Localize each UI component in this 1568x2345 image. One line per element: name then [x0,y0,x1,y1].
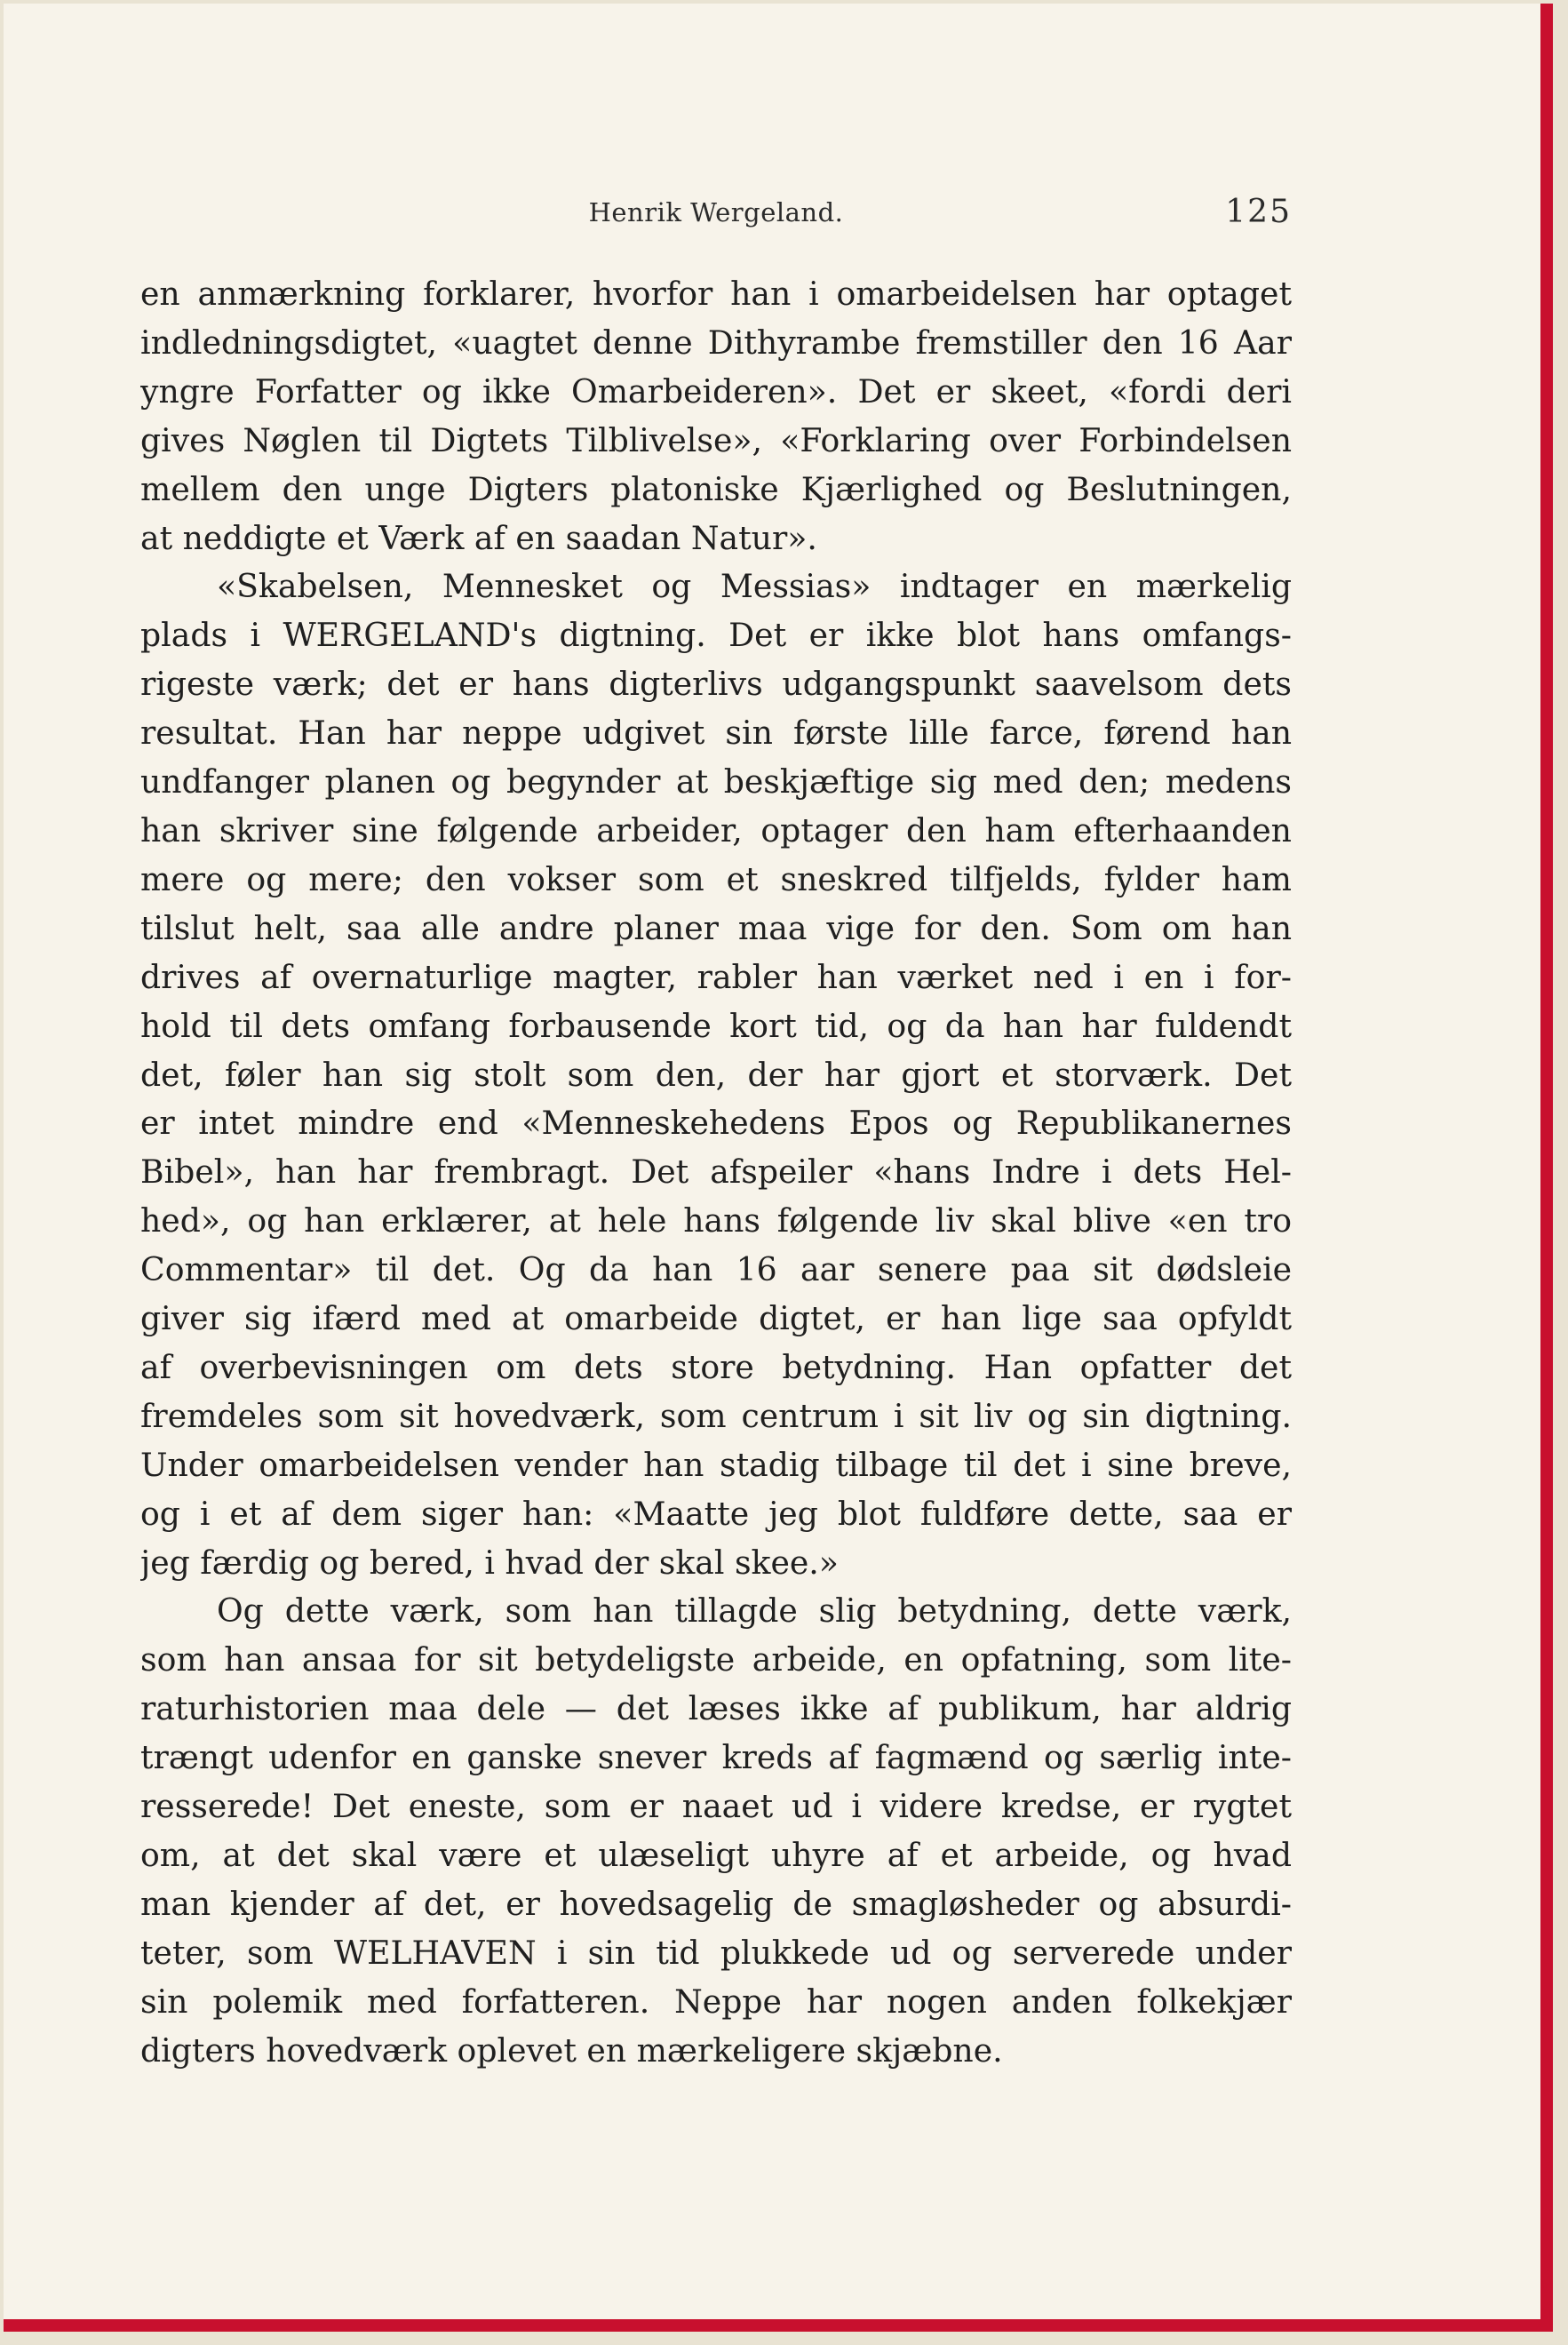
paragraph [140,1587,1292,2075]
text-line: yngre Forfatter og ikke Omarbeideren». Det er skeet, «fordi deri [140,371,1292,411]
body-text [140,270,1292,2076]
paragraph [140,562,1292,1587]
text-line: teter, som WELHAVEN i sin tid plukkede ud og serverede under [140,1933,1292,1972]
text-line: mellem den unge Digters platoniske Kjærlighed og Beslutningen, [140,469,1292,508]
text-line: giver sig ifærd med at omarbeide digtet, er han lige saa opfyldt [140,1299,1292,1338]
text-line: at neddigte et Værk af en saadan Natur». [140,518,817,557]
page-number: 125 [1225,194,1292,230]
text-line: er intet mindre end «Menneskehedens Epos og Republikanernes [140,1104,1292,1143]
text-line: Under omarbeidelsen vender han stadig tilbage til det i sine breve, [140,1445,1292,1484]
text-line: Bibel», han har frembragt. Det afspeiler «hans Indre i dets Hel- [140,1153,1292,1192]
text-line: af overbevisningen om dets store betydning. Han opfatter det [140,1347,1292,1386]
text-line: sin polemik med forfatteren. Neppe har nogen anden folkekjær [140,1982,1292,2021]
text-line: resserede! Det eneste, som er naaet ud i videre kredse, er rygtet [140,1787,1292,1826]
text-line: mere og mere; den vokser som et sneskred tilfjelds, fylder ham [140,859,1292,898]
text-line: drives af overnaturlige magter, rabler han værket ned i en i for- [140,957,1292,996]
text-line: Og dette værk, som han tillagde slig betydning, dette værk, [217,1591,1292,1631]
text-line: hold til dets omfang forbausende kort tid, og da han har fuldendt [140,1006,1292,1045]
text-line: han skriver sine følgende arbeider, optager den ham efterhaanden [140,810,1292,849]
text-line: digters hovedværk oplevet en mærkeligere skjæbne. [140,2030,1003,2070]
text-line: fremdeles som sit hovedværk, som centrum i sit liv og sin digtning. [140,1396,1292,1435]
paragraph [140,270,1292,562]
text-line: en anmærkning forklarer, hvorfor han i omarbeidelsen har optaget [140,275,1292,313]
text-line: om, at det skal være et ulæseligt uhyre af et arbeide, og hvad [140,1836,1292,1874]
text-line: indledningsdigtet, «uagtet denne Dithyrambe fremstiller den 16 Aar [140,323,1292,362]
text-line: og i et af dem siger han: «Maatte jeg blot fuldføre dette, saa er [140,1494,1292,1533]
text-line: Commentar» til det. Og da han 16 aar senere paa sit dødsleie [140,1250,1292,1289]
text-line: gives Nøglen til Digtets Tilblivelse», «Forklaring over Forbindelsen [140,420,1292,459]
text-line: plads i WERGELAND's digtning. Det er ikke blot hans omfangs- [140,616,1292,655]
text-line: man kjender af det, er hovedsagelig de smagløsheder og absurdi- [140,1884,1292,1923]
running-title: Henrik Wergeland. [588,197,844,227]
text-line: hed», og han erklærer, at hele hans følgende liv skal blive «en tro [140,1201,1292,1240]
text-line: rigeste værk; det er hans digterlivs udgangspunkt saavelsom dets [140,665,1292,704]
text-line: resultat. Han har neppe udgivet sin første lille farce, førend han [140,714,1292,753]
text-line: det, føler han sig stolt som den, der har gjort et storværk. Det [140,1055,1292,1094]
text-line: raturhistorien maa dele — det læses ikke af publikum, har aldrig [140,1689,1292,1728]
running-head [140,194,1292,233]
text-line: trængt udenfor en ganske snever kreds af fagmænd og særlig inte- [140,1738,1292,1777]
book-page [4,4,1553,2332]
text-line: jeg færdig og bered, i hvad der skal skee.» [140,1543,839,1582]
text-line: tilslut helt, saa alle andre planer maa vige for den. Som om han [140,908,1292,947]
text-line: «Skabelsen, Mennesket og Messias» indtager en mærkelig [217,567,1292,606]
text-line: som han ansaa for sit betydeligste arbeide, en opfatning, som lite- [140,1640,1292,1679]
text-line: undfanger planen og begynder at beskjæftige sig med den; medens [140,762,1292,802]
